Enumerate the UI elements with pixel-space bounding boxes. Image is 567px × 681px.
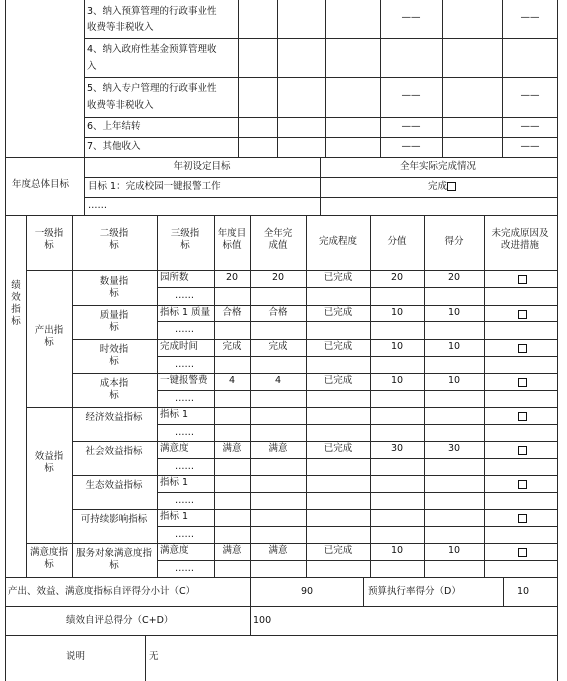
level3-label: 园所数 [160, 272, 189, 283]
level3-ellipsis: …… [175, 324, 194, 335]
level3-label: 完成时间 [160, 341, 199, 352]
income-item-4-line2: 入 [87, 61, 97, 72]
goal-1-text: 目标 1：完成校园一键报警工作 [88, 181, 221, 192]
level3-label: 满意度 [160, 545, 189, 556]
level3-ellipsis: …… [175, 461, 194, 472]
actual-value: 20 [271, 272, 285, 283]
total-score-value: 100 [253, 615, 272, 626]
total-score-label: 绩效自评总得分（C+D） [66, 615, 174, 626]
level3-ellipsis: …… [175, 359, 194, 370]
level3-ellipsis: …… [175, 563, 194, 574]
income-dash: —— [401, 12, 421, 23]
note-label: 说明 [66, 651, 86, 662]
level3-ellipsis: …… [175, 495, 194, 506]
level3-label: 指标 1 [160, 409, 189, 420]
subtotal-label: 产出、效益、满意度指标自评得分小计（C） [8, 586, 196, 597]
completion-degree: 已完成 [323, 307, 353, 318]
performance-indicator-side-label: 绩效指标 [11, 280, 21, 327]
income-item-6: 6、上年结转 [87, 121, 141, 132]
actual-value-header: 全年完成值 [263, 228, 293, 251]
target-value: 完成 [222, 341, 242, 352]
checkbox-icon[interactable] [518, 344, 527, 353]
goal-col-actual-header: 全年实际完成情况 [399, 161, 477, 172]
income-dash: —— [401, 121, 421, 132]
completion-degree-header: 完成程度 [318, 236, 358, 247]
income-item-3-line1: 3、纳入预算管理的行政事业性 [87, 6, 217, 17]
goal-1-status: 完成 [428, 181, 456, 193]
target-value: 4 [228, 375, 236, 386]
level1-header: 一级指标 [34, 228, 64, 251]
checkbox-icon[interactable] [518, 310, 527, 319]
subtotal-value: 90 [300, 586, 314, 597]
completion-degree: 已完成 [323, 375, 353, 386]
income-dash: —— [520, 141, 540, 152]
level3-ellipsis: …… [175, 393, 194, 404]
income-dash: —— [401, 90, 421, 101]
checkbox-icon[interactable] [518, 446, 527, 455]
actual-value: 4 [274, 375, 282, 386]
target-value: 满意 [222, 545, 242, 556]
income-item-4-line1: 4、纳入政府性基金预算管理收 [87, 44, 217, 55]
income-item-3-line2: 收费等非税收入 [87, 22, 154, 33]
score-got: 10 [447, 307, 461, 318]
actual-value: 合格 [268, 307, 288, 318]
score-weight: 10 [390, 307, 404, 318]
level2-label: 经济效益指标 [85, 412, 143, 423]
score-got: 20 [447, 272, 461, 283]
checkbox-icon[interactable] [518, 548, 527, 557]
level3-label: 指标 1 [160, 477, 189, 488]
score-weight-header: 分值 [387, 236, 407, 247]
score-got: 30 [447, 443, 461, 454]
checkbox-icon[interactable] [518, 514, 527, 523]
checkbox-icon[interactable] [518, 378, 527, 387]
checkbox-icon[interactable] [518, 412, 527, 421]
level2-label: 社会效益指标 [85, 446, 143, 457]
level1-benefit: 效益指标 [34, 451, 64, 474]
level1-satisfaction: 满意度指标 [29, 547, 68, 570]
income-dash: —— [520, 12, 540, 23]
checkbox-icon[interactable] [518, 480, 527, 489]
level2-label: 质量指标 [99, 310, 129, 333]
score-weight: 30 [390, 443, 404, 454]
target-value: 20 [225, 272, 239, 283]
score-got: 10 [447, 341, 461, 352]
checkbox-icon[interactable] [518, 275, 527, 284]
level2-label: 成本指标 [99, 378, 129, 401]
actual-value: 完成 [268, 341, 288, 352]
score-got-header: 得分 [444, 236, 464, 247]
income-dash: —— [520, 121, 540, 132]
level3-ellipsis: …… [175, 529, 194, 540]
level3-ellipsis: …… [175, 290, 194, 301]
actual-value: 满意 [268, 443, 288, 454]
score-weight: 10 [390, 375, 404, 386]
level2-label: 服务对象满意度指标 [75, 548, 152, 571]
level2-label: 生态效益指标 [85, 480, 143, 491]
income-dash: —— [520, 90, 540, 101]
income-item-5-line2: 收费等非税收入 [87, 100, 154, 111]
level3-label: 指标 1 质量 [160, 307, 211, 318]
score-got: 10 [447, 545, 461, 556]
completion-degree: 已完成 [323, 272, 353, 283]
level2-label: 可持续影响指标 [80, 514, 148, 525]
level3-label: 一键报警费 [160, 375, 208, 386]
level2-label: 数量指标 [99, 275, 129, 299]
income-item-5-line1: 5、纳入专户管理的行政事业性 [87, 83, 217, 94]
score-weight: 10 [390, 545, 404, 556]
goal-ellipsis: …… [88, 200, 107, 211]
completion-degree: 已完成 [323, 341, 353, 352]
actual-value: 满意 [268, 545, 288, 556]
level3-label: 满意度 [160, 443, 189, 454]
income-dash: —— [401, 141, 421, 152]
target-value: 合格 [222, 307, 242, 318]
level3-label: 指标 1 [160, 511, 189, 522]
score-weight: 10 [390, 341, 404, 352]
annual-goal-label: 年度总体目标 [12, 179, 70, 190]
level3-header: 三级指标 [170, 228, 200, 251]
budget-exec-value: 10 [516, 586, 530, 597]
reason-header: 未完成原因及改进措施 [491, 228, 549, 251]
checkbox-icon [447, 182, 456, 191]
level2-label: 时效指标 [99, 344, 129, 367]
score-weight: 20 [390, 272, 404, 283]
completion-degree: 已完成 [323, 545, 353, 556]
note-value: 无 [149, 651, 159, 662]
target-value: 满意 [222, 443, 242, 454]
level1-output: 产出指标 [34, 325, 64, 348]
goal-col-initial-header: 年初设定目标 [173, 161, 231, 172]
completion-degree: 已完成 [323, 443, 353, 454]
score-got: 10 [447, 375, 461, 386]
level2-header: 二级指标 [99, 228, 129, 251]
annual-target-header: 年度目标值 [217, 228, 247, 251]
budget-exec-label: 预算执行率得分（D） [368, 586, 461, 597]
income-item-7: 7、其他收入 [87, 141, 141, 152]
level3-ellipsis: …… [175, 427, 194, 438]
